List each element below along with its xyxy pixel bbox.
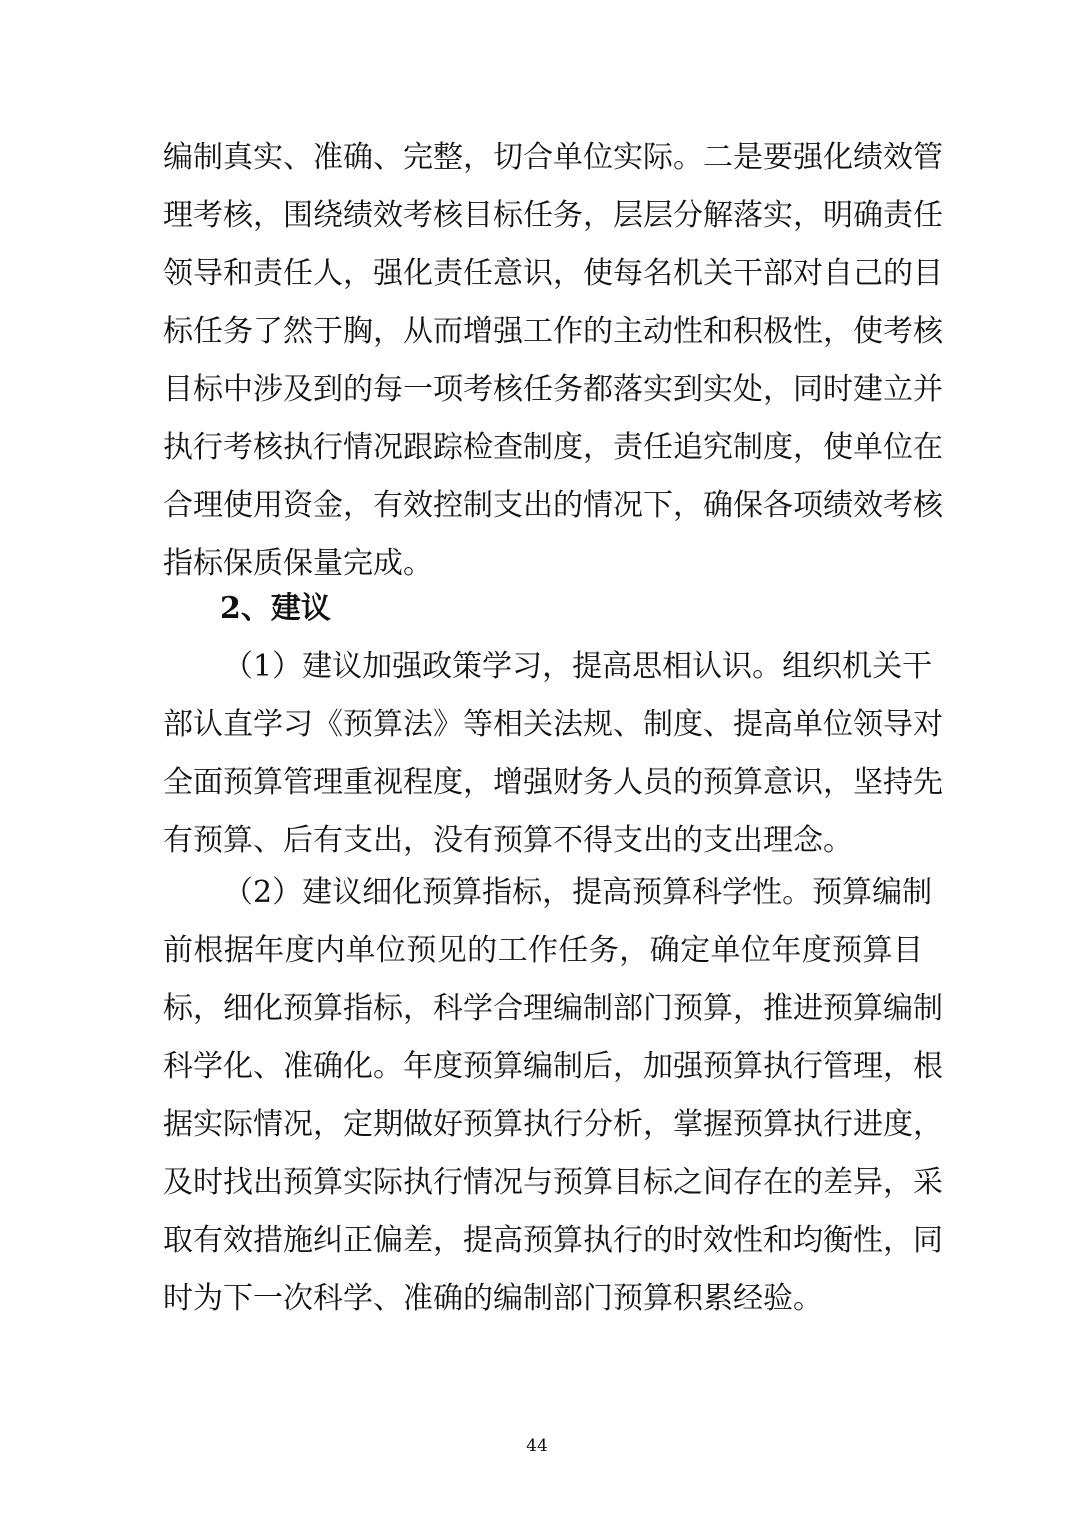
- paragraph-performance-management: [163, 129, 943, 593]
- paragraph-line: 时为下一次科学、准确的编制部门预算积累经验。: [163, 1281, 823, 1316]
- paragraph-line: 理考核，围绕绩效考核目标任务，层层分解落实，明确责任: [163, 198, 943, 233]
- paragraph-line: 编制真实、准确、完整，切合单位实际。二是要强化绩效管: [163, 140, 943, 175]
- paragraph-line: 目标中涉及到的每一项考核任务都落实到实处，同时建立并: [163, 372, 943, 407]
- paragraph-line: 部认直学习《预算法》等相关法规、制度、提高单位领导对: [163, 707, 943, 742]
- page-number: 44: [526, 1436, 548, 1456]
- paragraph-line: 前根据年度内单位预见的工作任务，确定单位年度预算目: [163, 933, 923, 968]
- paragraph-suggestion-2: [163, 864, 943, 1328]
- paragraph-line: 全面预算管理重视程度，增强财务人员的预算意识，坚持先: [163, 765, 943, 800]
- paragraph-line: 标，细化预算指标，科学合理编制部门预算，推进预算编制: [163, 991, 943, 1026]
- paragraph-line: 科学化、准确化。年度预算编制后，加强预算执行管理，根: [163, 1049, 943, 1084]
- paragraph-line: 指标保质保量完成。: [163, 546, 433, 581]
- paragraph-line: （2）建议细化预算指标，提高预算科学性。预算编制: [223, 875, 933, 910]
- paragraph-line: 执行考核执行情况跟踪检查制度，责任追究制度，使单位在: [163, 430, 943, 465]
- paragraph-line: 据实际情况，定期做好预算执行分析，掌握预算执行进度，: [163, 1107, 943, 1142]
- paragraph-line: 标任务了然于胸，从而增强工作的主动性和积极性，使考核: [163, 314, 943, 349]
- paragraph-line: 有预算、后有支出，没有预算不得支出的支出理念。: [163, 823, 853, 858]
- paragraph-line: 及时找出预算实际执行情况与预算目标之间存在的差异，采: [163, 1165, 943, 1200]
- paragraph-line: 合理使用资金，有效控制支出的情况下，确保各项绩效考核: [163, 488, 943, 523]
- section-heading: 2、建议: [220, 591, 331, 626]
- paragraph-line: 领导和责任人，强化责任意识，使每名机关干部对自己的目: [163, 256, 943, 291]
- paragraph-line: 取有效措施纠正偏差，提高预算执行的时效性和均衡性，同: [163, 1223, 943, 1258]
- paragraph-line: （1）建议加强政策学习，提高思相认识。组织机关干: [223, 649, 933, 684]
- paragraph-suggestion-1: [163, 638, 943, 870]
